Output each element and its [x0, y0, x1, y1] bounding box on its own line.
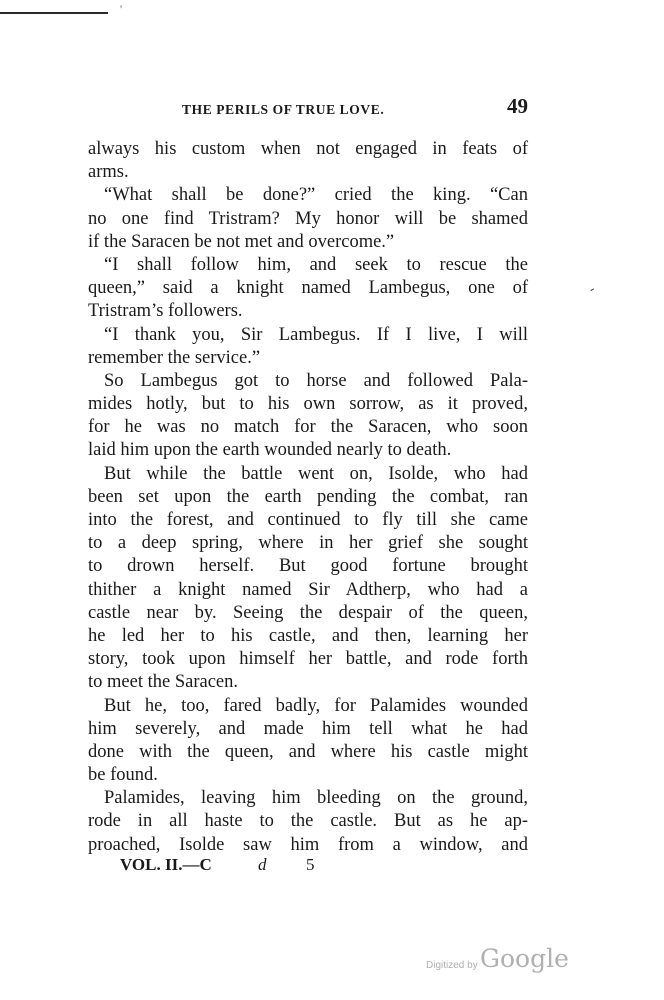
text-line: “What shall be done?” cried the king. “Can	[104, 185, 528, 206]
text-line: arms.	[88, 162, 129, 183]
google-logo: Google	[480, 944, 569, 973]
text-line: Palamides, leaving him bleeding on the ground,	[104, 788, 528, 809]
digitized-by-label: Digitized by	[426, 960, 478, 971]
text-line: “I thank you, Sir Lambegus. If I live, I will	[104, 324, 528, 345]
text-line: laid him upon the earth wounded nearly to death.	[88, 440, 452, 461]
text-line: story, took upon himself her battle, and rode forth	[88, 649, 528, 670]
corner-mark: '	[120, 2, 123, 16]
text-line: if the Saracen be not met and overcome.”	[88, 231, 395, 252]
margin-mark: -	[586, 281, 598, 298]
text-line: done with the queen, and where his castle might	[88, 741, 528, 762]
signature-letter: d	[258, 855, 267, 874]
running-title: THE PERILS OF TRUE LOVE.	[182, 102, 385, 117]
text-line: queen,” said a knight named Lambegus, one of	[88, 278, 528, 299]
text-line: Tristram’s followers.	[88, 301, 243, 322]
text-line: remember the service.”	[88, 347, 261, 368]
text-line: for he was no match for the Saracen, who soon	[88, 417, 528, 438]
text-line: thither a knight named Sir Adtherp, who had a	[88, 579, 528, 600]
text-line: to a deep spring, where in her grief she sought	[88, 533, 528, 554]
body-text	[88, 138, 528, 857]
text-line: proached, Isolde saw him from a window, and	[88, 834, 528, 855]
text-line: been set upon the earth pending the combat, ran	[88, 486, 528, 507]
text-line: he led her to his castle, and then, learning her	[88, 625, 528, 646]
text-line: But he, too, fared badly, for Palamides wounded	[104, 695, 528, 716]
text-line: “I shall follow him, and seek to rescue the	[104, 254, 528, 275]
text-line: rode in all haste to the castle. But as he ap-	[88, 811, 528, 832]
text-line: him severely, and made him tell what he had	[88, 718, 528, 739]
text-line: be found.	[88, 765, 158, 786]
text-line: no one find Tristram? My honor will be shamed	[88, 208, 528, 229]
signature-line	[120, 855, 420, 879]
signature-number: 5	[306, 855, 315, 874]
text-line: But while the battle went on, Isolde, who had	[104, 463, 528, 484]
text-line: always his custom when not engaged in feats of	[88, 139, 528, 159]
text-line: into the forest, and continued to fly till she came	[88, 510, 528, 530]
running-head	[86, 94, 532, 124]
page-number: 49	[507, 94, 528, 118]
text-line: to drown herself. But good fortune brought	[88, 556, 528, 577]
text-line: So Lambegus got to horse and followed Pala-	[104, 370, 528, 391]
text-line: castle near by. Seeing the despair of the queen,	[88, 602, 528, 623]
text-line: to meet the Saracen.	[88, 672, 238, 693]
top-rule	[0, 12, 108, 14]
text-line: mides hotly, but to his own sorrow, as it proved,	[88, 394, 528, 415]
volume-signature: VOL. II.—C	[120, 855, 212, 874]
